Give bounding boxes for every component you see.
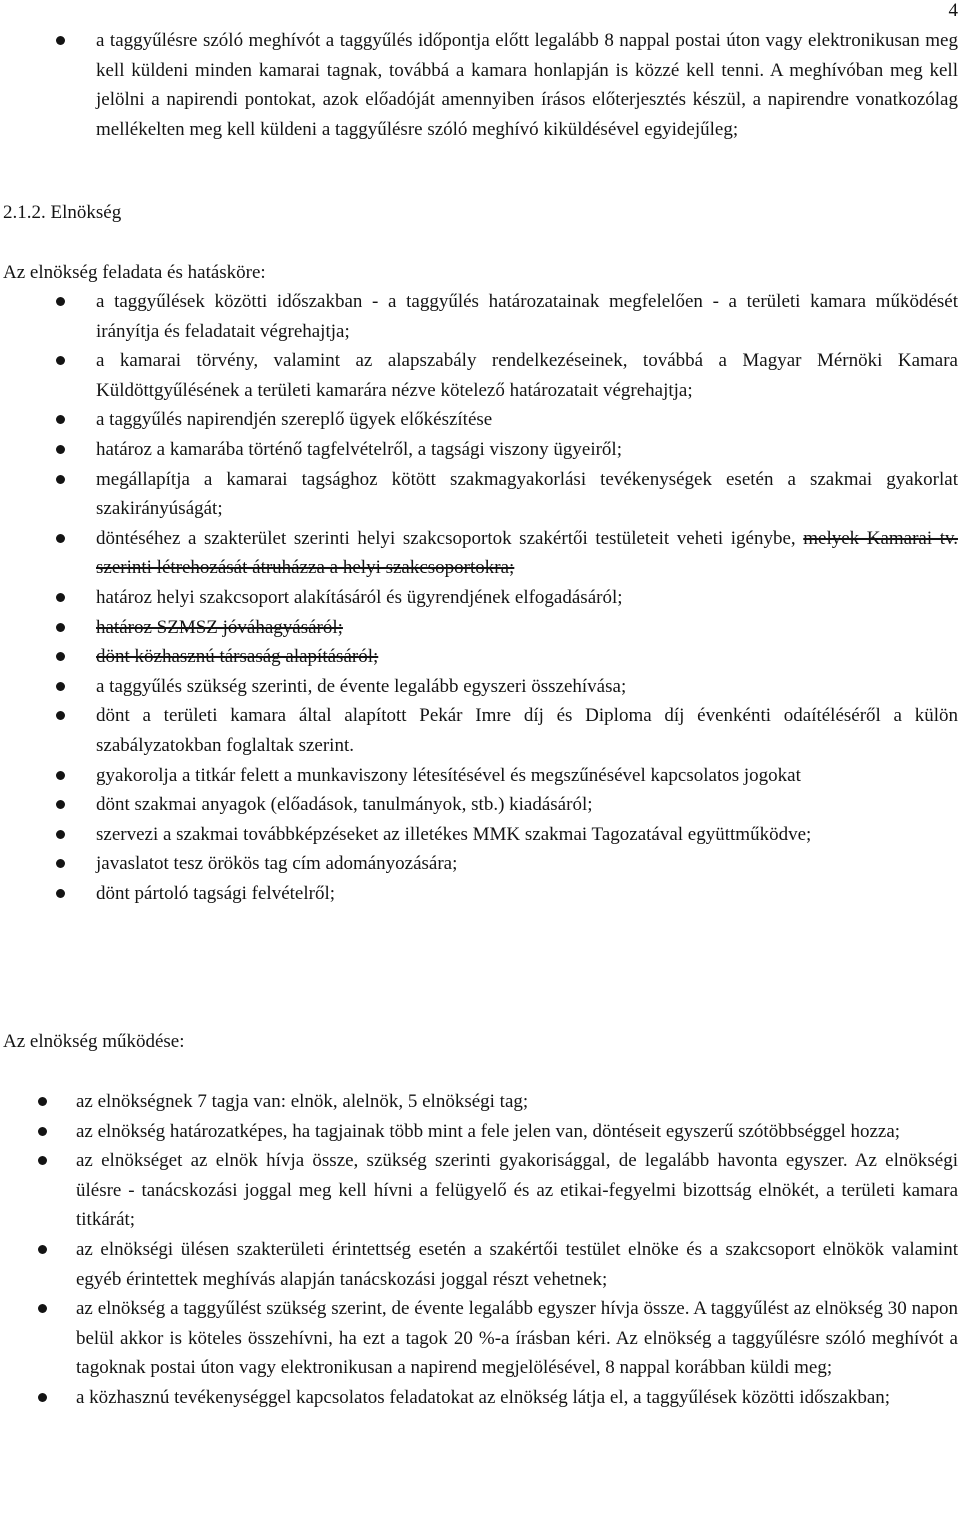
list-item [96,583,958,613]
list-item-text: gyakorolja a titkár felett a munkaviszony létesítésével és megszűnésével kapcsolatos jogokat [96,764,801,786]
list-item-text: az elnökségi ülésen szakterületi érintettség esetén a szakértői testület elnöke és a szakcsoport elnökök valamint egyéb érintettek meghívás alapján tanácskozási joggal részt vehetnek; [76,1238,958,1290]
bullet-icon [38,1097,47,1106]
operation-heading: Az elnökség működése: [3,1031,185,1052]
list-item [96,435,958,465]
bullet-icon [56,830,65,839]
bullet-icon [56,36,65,45]
list-item [96,524,958,583]
list-item-text: határoz helyi szakcsoport alakításáról és ügyrendjének elfogadásáról; [96,586,623,608]
list-item [76,1235,958,1294]
bullet-icon [56,445,65,454]
bullet-icon [56,475,65,484]
list-item-text: az elnökséget az elnök hívja össze, szükség szerinti gyakorisággal, de legalább havonta egyszer. Az elnökségi ülésre - tanácskozási joggal meg kell hívni a felügyelő és az etikai-fegyelmi bizottság elnökét, a területi kamara titkárát; [76,1150,958,1231]
list-item-text: határoz a kamarába történő tagfelvételről, a tagsági viszony ügyeiről; [96,438,622,460]
bullet-icon [56,889,65,898]
bullet-icon [56,859,65,868]
list-item [96,405,958,435]
list-item [96,613,958,643]
section-heading: 2.1.2. Elnökség [3,202,122,223]
list-item [96,849,958,879]
list-item [76,1117,958,1147]
meeting-rules-list [96,26,958,144]
page-number: 4 [948,0,958,21]
list-item [76,1087,958,1117]
bullet-icon [56,623,65,632]
list-item-text: a taggyűlésre szóló meghívót a taggyűlés időpontja előtt legalább 8 nappal postai úton vagy elektronikusan meg kell küldeni minden kamarai tagnak, továbbá a kamara honlapján is közzé kell tenni. A meghívóban meg kell jelölni a napirendi pontokat, azok előadóját amennyiben írásos előterjesztés készül, a napirendre vonatkozólag mellékelten meg kell küldeni a taggyűlésre szóló meghívó kiküldésével egyidejűleg; [96,30,958,140]
bullet-icon [56,356,65,365]
bullet-icon [56,682,65,691]
list-item-text: döntéséhez a szakterület szerinti helyi szakcsoportok szakértői testületeit veheti igénybe, [96,527,796,549]
struck-text: határoz SZMSZ jóváhagyásáról; [96,616,343,638]
list-item [96,287,958,346]
tasks-heading: Az elnökség feladata és hatásköre: [3,262,266,283]
bullet-icon [56,711,65,720]
list-item-text: az elnökségnek 7 tagja van: elnök, alelnök, 5 elnökségi tag; [76,1091,529,1112]
list-item-text: dönt szakmai anyagok (előadások, tanulmányok, stb.) kiadásáról; [96,794,593,816]
bullet-icon [38,1245,47,1254]
list-item [96,879,958,909]
list-item [96,761,958,791]
struck-text: melyek Kamarai tv. szerinti létrehozását átruházza a helyi szakcsoportokra; [96,527,959,579]
operation-list [76,1087,958,1413]
bullet-icon [56,534,65,543]
bullet-icon [56,297,65,306]
bullet-icon [56,652,65,661]
bullet-icon [56,593,65,602]
list-item [96,465,958,524]
list-item [96,26,958,144]
bullet-icon [38,1156,47,1165]
list-item [96,790,958,820]
list-item-text: megállapítja a kamarai tagsághoz kötött szakmagyakorlási tevékenységek esetén a szakmai gyakorlat szakirányúságát; [96,468,958,520]
list-item [96,820,958,850]
bullet-icon [38,1393,47,1402]
list-item-text: javaslatot tesz örökös tag cím adományozására; [96,853,458,875]
list-item-text: az elnökség határozatképes, ha tagjainak több mint a fele jelen van, döntéseit egyszerű szótöbbséggel hozza; [76,1120,901,1142]
list-item [96,672,958,702]
list-item-text: a taggyűlések közötti időszakban - a taggyűlés határozatainak megfelelően - a területi kamara működését irányítja és feladatait végrehajtja; [96,291,958,342]
bullet-icon [38,1127,47,1136]
bullet-icon [56,415,65,424]
list-item-text: a kamarai törvény, valamint az alapszabály rendelkezéseinek, továbbá a Magyar Mérnöki Kamara Küldöttgyűlésének a területi kamarára nézve kötelező határozatait végrehajtja; [96,350,958,401]
list-item [96,701,958,760]
list-item-text: a taggyűlés napirendjén szereplő ügyek előkészítése [96,409,493,431]
list-item [76,1294,958,1383]
list-item-text: dönt a területi kamara által alapított Pekár Imre díj és Diploma díj évenkénti odaítéléséről a külön szabályzatokban foglaltak szerint. [96,705,958,756]
list-item-text: az elnökség a taggyűlést szükség szerint, de évente legalább egyszer hívja össze. A taggyűlést az elnökség 30 napon belül akkor is köteles összehívni, ha ezt a tagok 20 %-a írásban kéri. Az elnökség a taggyűlésre szóló meghívót a tagoknak postai úton vagy elektronikusan a napirend megjelölésével, 8 nappal korábban küldi meg; [76,1298,958,1379]
list-item-text: a közhasznú tevékenységgel kapcsolatos feladatokat az elnökség látja el, a taggyűlések közötti időszakban; [76,1386,891,1408]
list-item-text: a taggyűlés szükség szerinti, de évente legalább egyszeri összehívása; [96,675,627,697]
bullet-icon [56,800,65,809]
list-item [96,642,958,672]
bullet-icon [56,771,65,780]
list-item-text: szervezi a szakmai továbbképzéseket az illetékes MMK szakmai Tagozatával együttműködve; [96,823,812,845]
struck-text: dönt közhasznú társaság alapításáról; [96,646,379,668]
tasks-list [96,287,958,908]
list-item [96,346,958,405]
list-item-text: dönt pártoló tagsági felvételről; [96,882,336,904]
bullet-icon [38,1304,47,1313]
list-item [76,1383,958,1413]
list-item [76,1146,958,1235]
